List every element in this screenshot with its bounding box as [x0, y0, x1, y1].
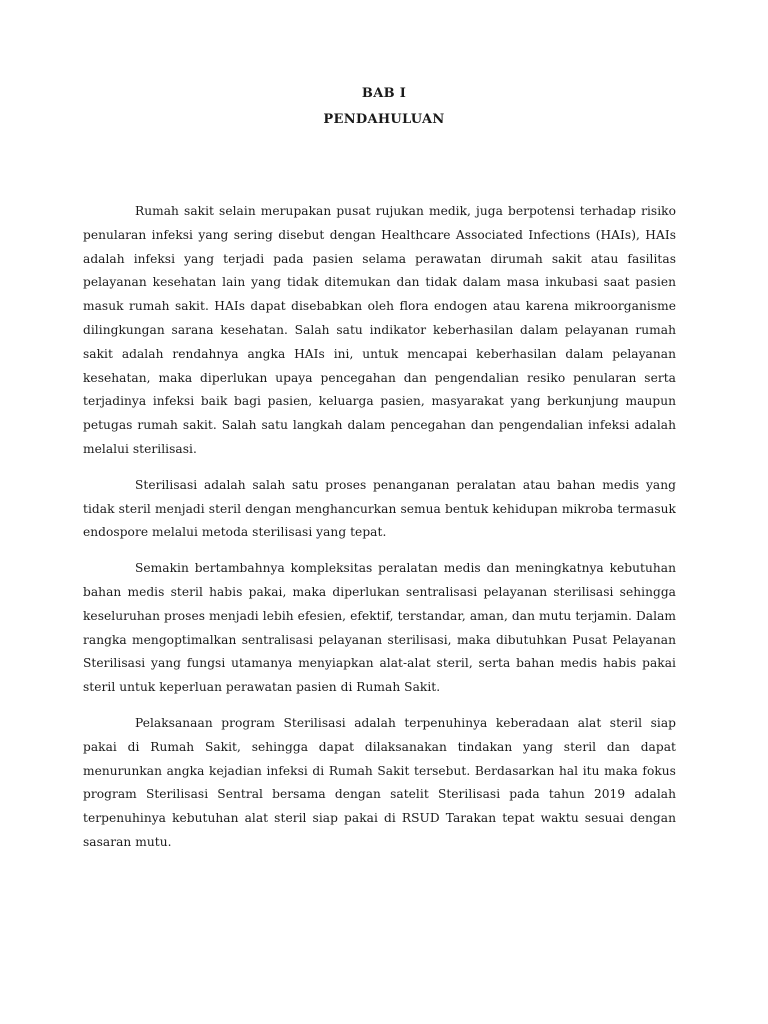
paragraph-2: Sterilisasi adalah salah satu proses penanganan peralatan atau bahan medis yang tidak steril menjadi steril dengan menghancurkan semua bentuk kehidupan mikroba termasuk endospore melalui metoda sterilisasi yang tepat.	[83, 477, 676, 540]
chapter-heading: BAB I	[361, 86, 407, 101]
paragraph-4: Pelaksanaan program Sterilisasi adalah terpenuhinya keberadaan alat steril siap pakai di Rumah Sakit, sehingga dapat dilaksanakan tindakan yang steril dan dapat menurunkan angka kejadian infeksi di Rumah Sakit tersebut. Berdasarkan hal itu maka fokus program Sterilisasi Sentral bersama dengan satelit Sterilisasi pada tahun 2019 adalah terpenuhinya kebutuhan alat steril siap pakai di RSUD Tarakan tepat waktu sesuai dengan sasaran mutu.	[83, 715, 676, 849]
chapter-title: PENDAHULUAN	[323, 112, 445, 127]
paragraph-1: Rumah sakit selain merupakan pusat rujukan medik, juga berpotensi terhadap risiko penularan infeksi yang sering disebut dengan Healthcare Associated Infections (HAIs), HAIs adalah infeksi yang terjadi pada pasien selama perawatan dirumah sakit atau fasilitas pelayanan kesehatan lain yang tidak ditemukan dan tidak dalam masa inkubasi saat pasien masuk rumah sakit. HAIs dapat disebabkan oleh flora endogen atau karena mikroorganisme dilingkungan sarana kesehatan. Salah satu indikator keberhasilan dalam pelayanan rumah sakit adalah rendahnya angka HAIs ini, untuk mencapai keberhasilan dalam pelayanan kesehatan, maka diperlukan upaya pencegahan dan pengendalian resiko penularan serta terjadinya infeksi baik bagi pasien, keluarga pasien, masyarakat yang berkunjung maupun petugas rumah sakit. Salah satu langkah dalam pencegahan dan pengendalian infeksi adalah melalui sterilisasi.	[83, 204, 676, 456]
document-body	[83, 200, 676, 867]
paragraph-3: Semakin bertambahnya kompleksitas peralatan medis dan meningkatnya kebutuhan bahan medis steril habis pakai, maka diperlukan sentralisasi pelayanan sterilisasi sehingga keseluruhan proses menjadi lebih efesien, efektif, terstandar, aman, dan mutu terjamin. Dalam rangka mengoptimalkan sentralisasi pelayanan sterilisasi, maka dibutuhkan Pusat Pelayanan Sterilisasi yang fungsi utamanya menyiapkan alat-alat steril, serta bahan medis habis pakai steril untuk keperluan perawatan pasien di Rumah Sakit.	[83, 561, 676, 695]
